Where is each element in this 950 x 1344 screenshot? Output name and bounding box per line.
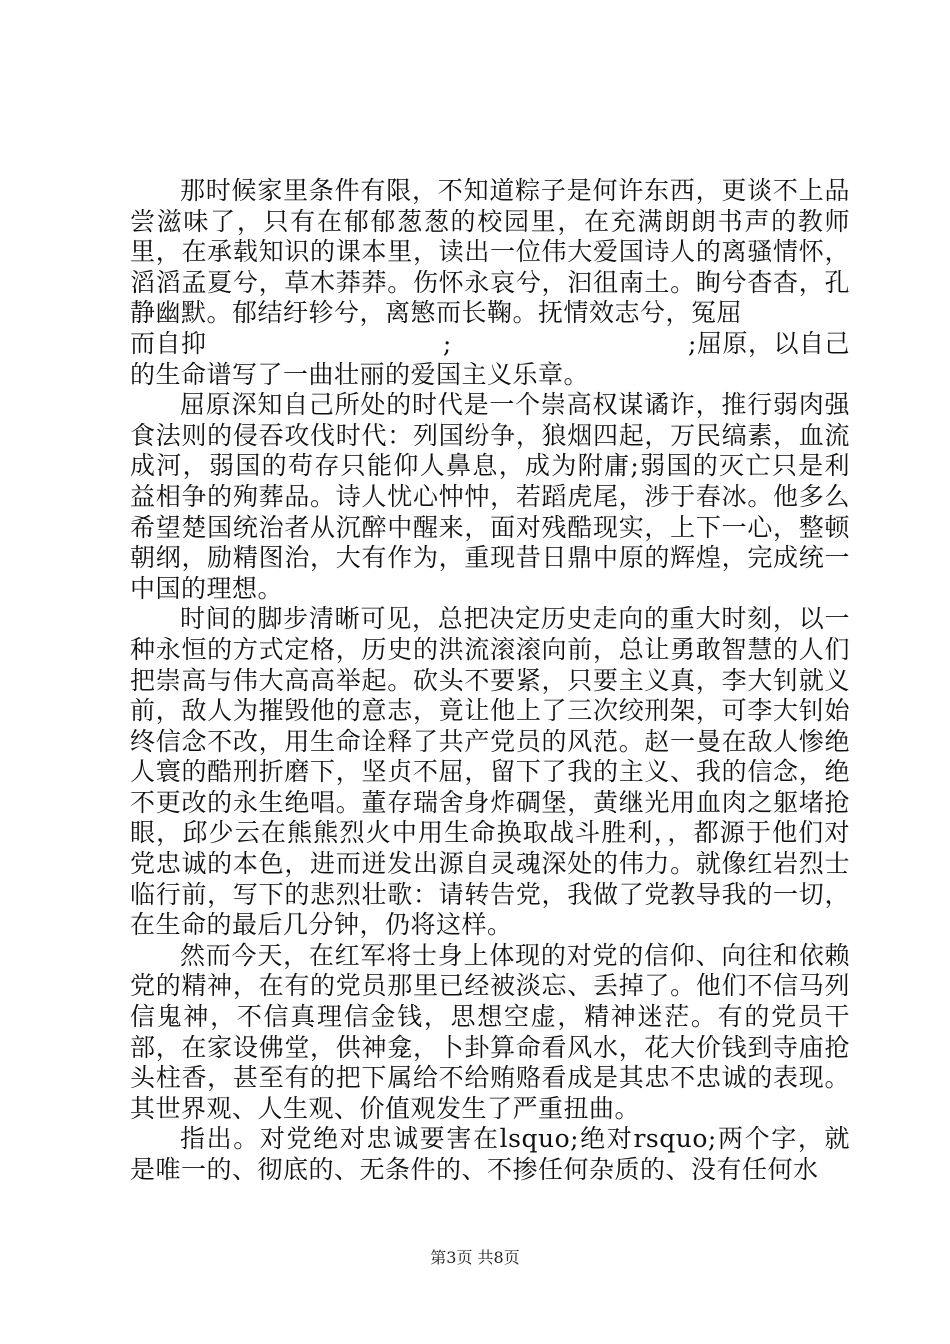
paragraph-1-last-line: 的生命谱写了一曲壮丽的爱国主义乐章。 [130,359,590,389]
paragraph-1-gap-segment-3: ;屈原，以自己 [688,328,850,358]
paragraph-5 [130,1124,850,1185]
paragraph-1 [130,176,850,329]
paragraph-5-text: 指出。对党绝对忠诚要害在lsquo;绝对rsquo;两个字，就是唯一的、彻底的、无条件的、不掺任何杂质的、没有任何水 [130,1124,850,1184]
paragraph-1-gap-segment-2: ; [442,328,452,358]
paragraph-3-text: 时间的脚步清晰可见，总把决定历史走向的重大时刻，以一种永恒的方式定格，历史的洪流滚滚向前，总让勇敢智慧的人们把崇高与伟大高高举起。砍头不要紧，只要主义真，李大钊就义前，敌人为摧毁他的意志，竟让他上了三次绞刑架，可李大钊始终信念不改，用生命诠释了共产党员的风范。赵一曼在敌人惨绝人寰的酷刑折磨下，坚贞不屈，留下了我的主义、我的信念，绝不更改的永生绝唱。董存瑞舍身炸碉堡，黄继光用血肉之躯堵抢眼，邱少云在熊熊烈火中用生命换取战斗胜利，，都源于他们对党忠诚的本色，进而迸发出源自灵魂深处的伟力。就像红岩烈士临行前，写下的悲烈壮歌：请转告党，我做了党教导我的一切，在生命的最后几分钟，仍将这样。 [130,604,850,940]
paragraph-1-text: 那时候家里条件有限，不知道粽子是何许东西，更谈不上品尝滋味了，只有在郁郁葱葱的校园里，在充满朗朗书声的教师里，在承载知识的课本里，读出一位伟大爱国诗人的离骚情怀，滔滔孟夏兮，草木莽莽。伤怀永哀兮，汩徂南土。眴兮杳杳，孔静幽默。郁结纡轸兮，离慜而长鞠。抚情效志兮，冤屈 [130,176,850,328]
paragraph-4 [130,941,850,1125]
paragraph-1-gap-segment-1: 而自抑 [130,328,207,358]
paragraph-4-text: 然而今天，在红军将士身上体现的对党的信仰、向往和依赖党的精神，在有的党员那里已经被淡忘、丢掉了。他们不信马列信鬼神，不信真理信金钱，思想空虚，精神迷茫。有的党员干部，在家设佛堂，供神龛，卜卦算命看风水，花大价钱到寺庙抢头柱香，甚至有的把下属给不给贿赂看成是其忠不忠诚的表现。其世界观、人生观、价值观发生了严重扭曲。 [130,940,850,1123]
paragraph-2 [130,390,850,604]
paragraph-2-text: 屈原深知自己所处的时代是一个崇高权谋谲诈，推行弱肉强食法则的侵吞攻伐时代：列国纷争，狼烟四起，万民缟素，血流成河，弱国的苟存只能仰人鼻息，成为附庸;弱国的灭亡只是利益相争的殉葬品。诗人忧心忡忡，若蹈虎尾，涉于春冰。他多么希望楚国统治者从沉醉中醒来，面对残酷现实，上下一心，整顿朝纲，励精图治，大有作为，重现昔日鼎中原的辉煌，完成统一中国的理想。 [130,390,850,603]
document-body [130,176,850,1186]
paragraph-1-gapped-line [130,329,850,360]
page-number-footer: 第3页 共8页 [430,1248,520,1267]
paragraph-3 [130,604,850,941]
